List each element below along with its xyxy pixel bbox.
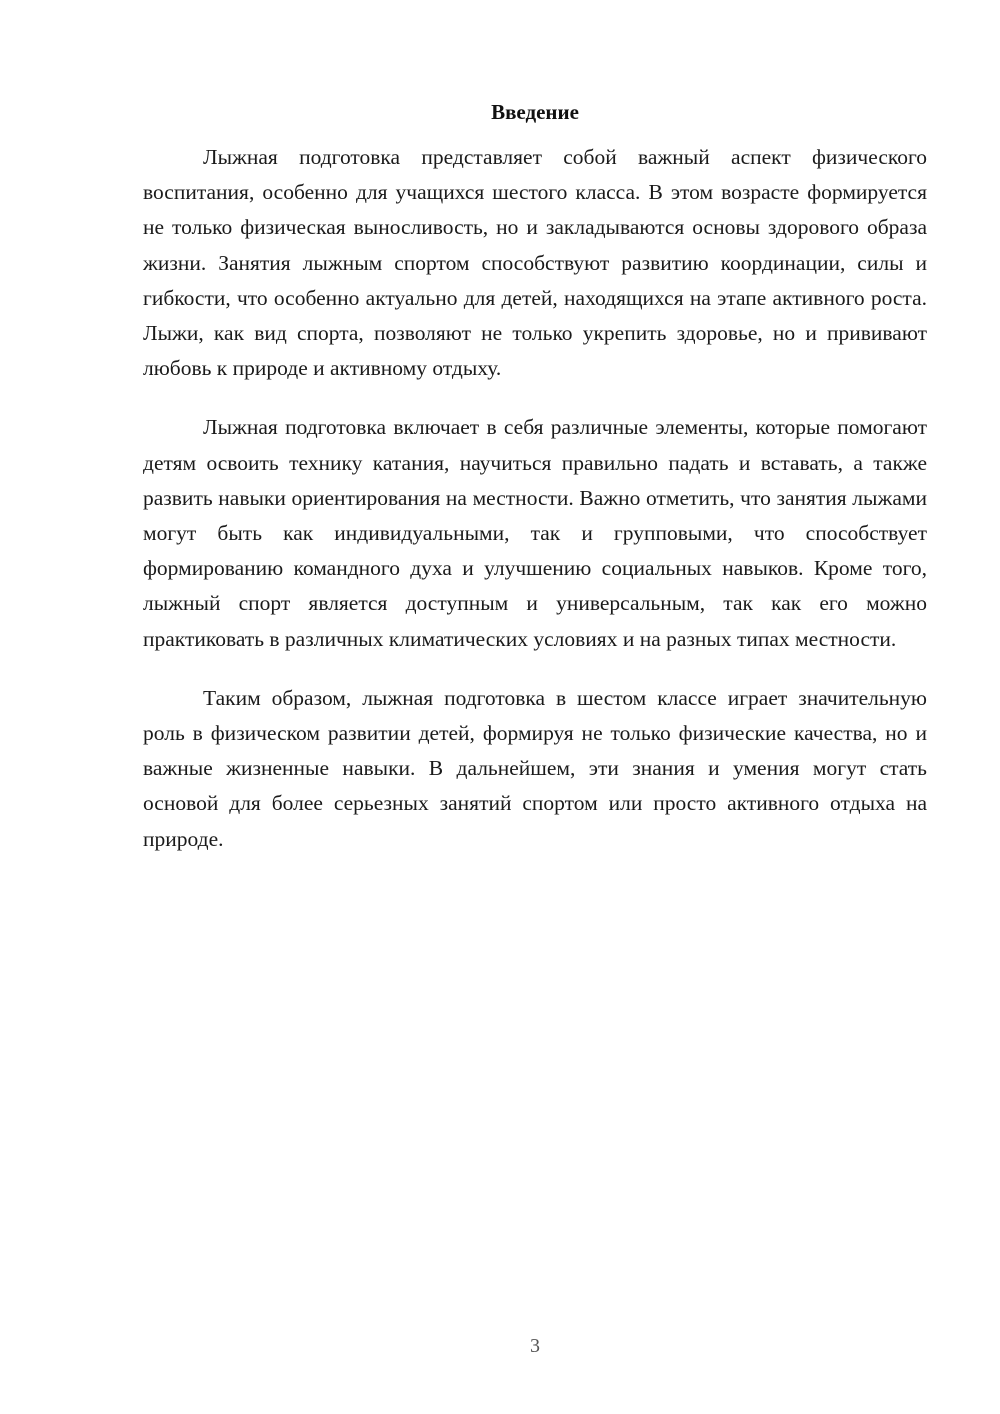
paragraph-3: Таким образом, лыжная подготовка в шестом классе играет значительную роль в физическом развитии детей, формируя не только физические качества, но и важные жизненные навыки. В дальнейшем, эти знания и умения могут стать основой для более серьезных занятий спортом или просто активного отдыха на природе. bbox=[143, 685, 927, 851]
page-title: Введение bbox=[491, 100, 579, 124]
page-number: 3 bbox=[530, 1335, 540, 1357]
page-content bbox=[143, 98, 927, 881]
paragraph-2: Лыжная подготовка включает в себя различные элементы, которые помогают детям освоить технику катания, научиться правильно падать и вставать, а также развить навыки ориентирования на местности. Важно отметить, что занятия лыжами могут быть как индивидуальными, так и групповыми, что способствует формированию командного духа и улучшению социальных навыков. Кроме того, лыжный спорт является доступным и универсальным, так как его можно практиковать в различных климатических условиях и на разных типах местности. bbox=[143, 415, 927, 651]
paragraph-1: Лыжная подготовка представляет собой важный аспект физического воспитания, особенно для учащихся шестого класса. В этом возрасте формируется не только физическая выносливость, но и закладываются основы здорового образа жизни. Занятия лыжным спортом способствуют развитию координации, силы и гибкости, что особенно актуально для детей, находящихся на этапе активного роста. Лыжи, как вид спорта, позволяют не только укрепить здоровье, но и прививают любовь к природе и активному отдыху. bbox=[143, 145, 927, 381]
